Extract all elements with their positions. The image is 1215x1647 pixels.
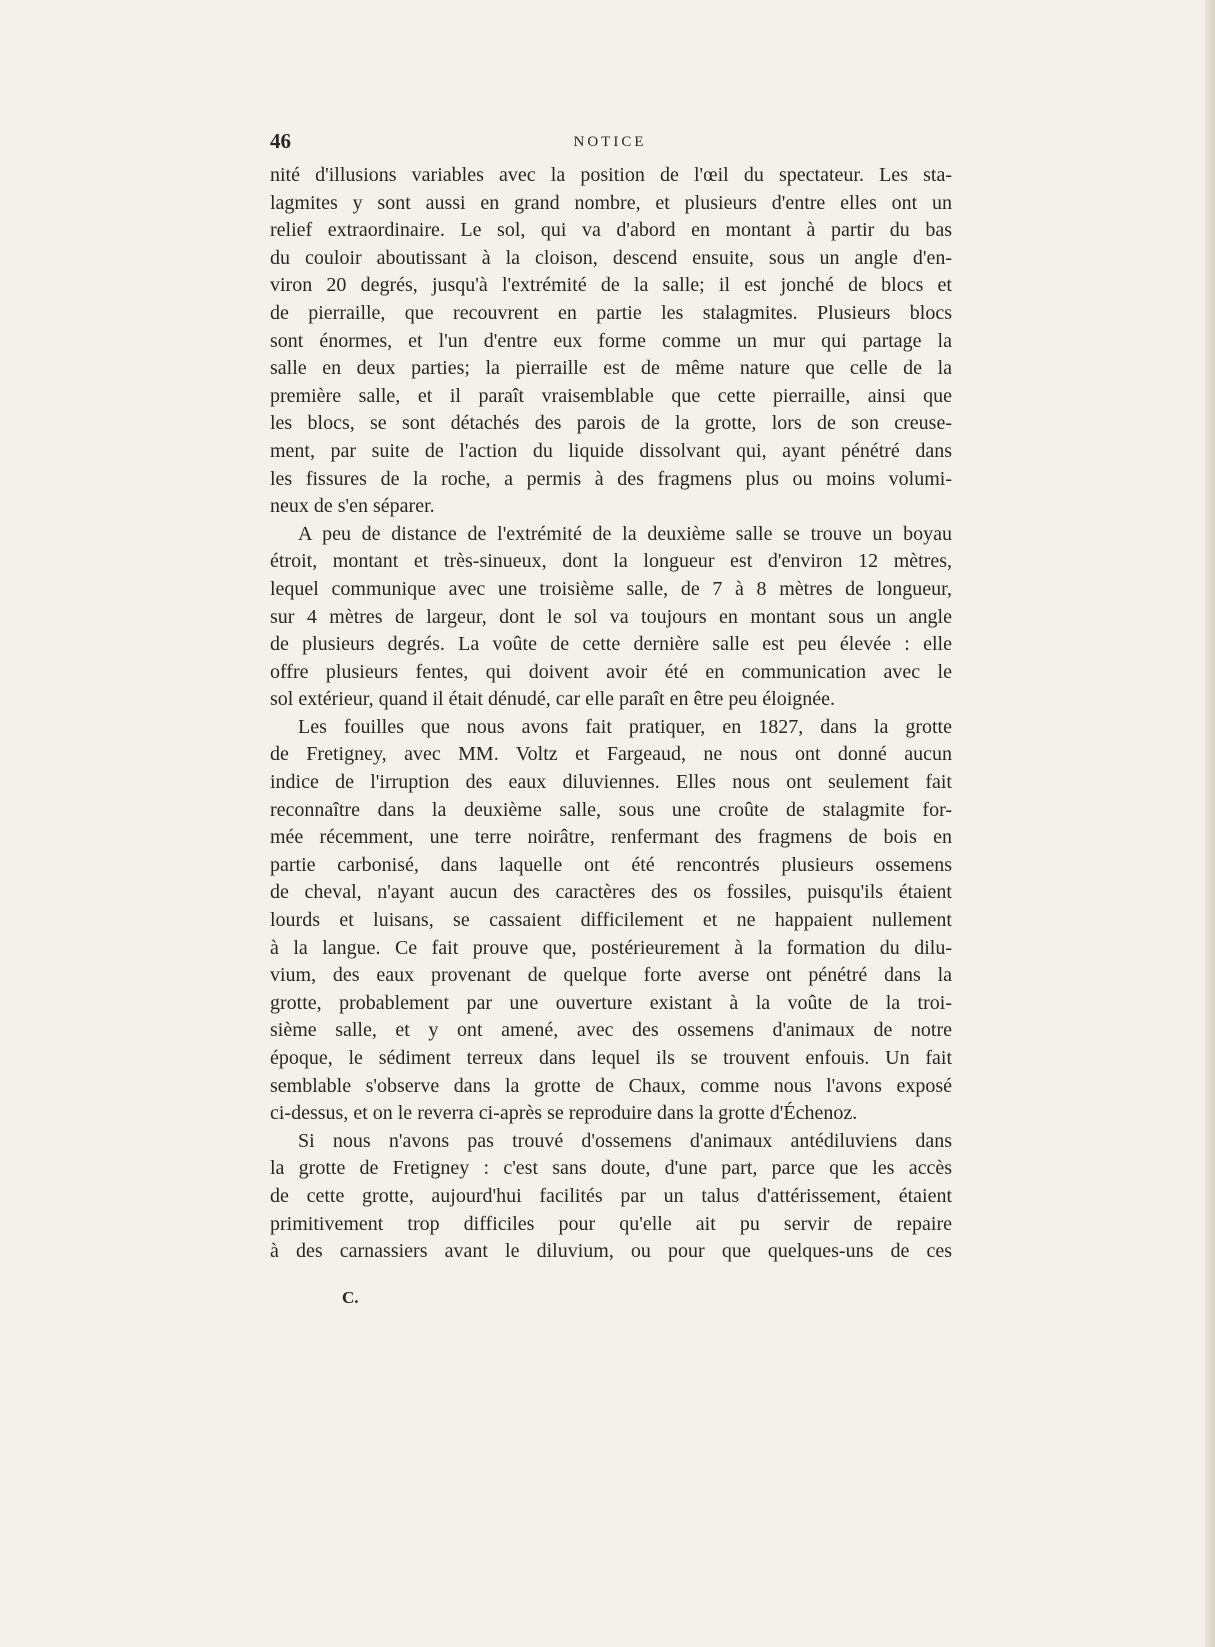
text-line: ci-dessus, et on le reverra ci-après se reproduire dans la grotte d'Échenoz. bbox=[270, 1102, 858, 1125]
page-header bbox=[270, 128, 950, 154]
text-line: nité d'illusions variables avec la position de l'œil du spectateur. Les sta- bbox=[270, 164, 952, 186]
text-line: sième salle, et y ont amené, avec des ossemens d'animaux de notre bbox=[270, 1019, 952, 1042]
text-line: à des carnassiers avant le diluvium, ou pour que quelques-uns de ces bbox=[270, 1240, 952, 1263]
text-line: partie carbonisé, dans laquelle ont été rencontrés plusieurs ossemens bbox=[270, 853, 952, 876]
paragraph-first-line: A peu de distance de l'extrémité de la deuxième salle se trouve un boyau bbox=[298, 522, 952, 545]
text-line: à la langue. Ce fait prouve que, postérieurement à la formation du dilu- bbox=[270, 936, 952, 959]
text-line: première salle, et il paraît vraisemblable que cette pierraille, ainsi que bbox=[270, 384, 952, 407]
text-line: de plusieurs degrés. La voûte de cette dernière salle est peu élevée : elle bbox=[270, 633, 952, 656]
text-line: offre plusieurs fentes, qui doivent avoir été en communication avec le bbox=[270, 660, 952, 683]
text-line: les blocs, se sont détachés des parois de la grotte, lors de son creuse- bbox=[270, 412, 952, 435]
text-line: neux de s'en séparer. bbox=[270, 495, 435, 518]
text-line: lequel communique avec une troisième salle, de 7 à 8 mètres de longueur, bbox=[270, 577, 952, 600]
text-line: lourds et luisans, se cassaient difficilement et ne happaient nullement bbox=[270, 909, 952, 932]
page-edge-shadow bbox=[1205, 0, 1215, 1647]
text-line: lagmites y sont aussi en grand nombre, et plusieurs d'entre elles ont un bbox=[270, 191, 952, 214]
paragraph-first-line: Si nous n'avons pas trouvé d'ossemens d'animaux antédiluviens dans bbox=[298, 1129, 952, 1152]
text-line: sol extérieur, quand il était dénudé, car elle paraît en être peu éloignée. bbox=[270, 688, 836, 711]
signature-mark: C. bbox=[342, 1288, 359, 1307]
text-line: vium, des eaux provenant de quelque forte averse ont pénétré dans la bbox=[270, 964, 952, 987]
text-line: semblable s'observe dans la grotte de Chaux, comme nous l'avons exposé bbox=[270, 1074, 952, 1097]
text-line: viron 20 degrés, jusqu'à l'extrémité de la salle; il est jonché de blocs et bbox=[270, 274, 952, 297]
paragraph-first-line: Les fouilles que nous avons fait pratiquer, en 1827, dans la grotte bbox=[298, 715, 952, 738]
text-line: indice de l'irruption des eaux diluviennes. Elles nous ont seulement fait bbox=[270, 771, 952, 794]
text-line: sont énormes, et l'un d'entre eux forme comme un mur qui partage la bbox=[270, 329, 952, 352]
text-line: de Fretigney, avec MM. Voltz et Fargeaud, ne nous ont donné aucun bbox=[270, 743, 952, 766]
body-text bbox=[270, 162, 952, 1266]
text-line: grotte, probablement par une ouverture existant à la voûte de la troi- bbox=[270, 991, 952, 1014]
text-line: ment, par suite de l'action du liquide dissolvant qui, ayant pénétré dans bbox=[270, 439, 952, 462]
text-line: relief extraordinaire. Le sol, qui va d'abord en montant à partir du bas bbox=[270, 219, 952, 242]
text-line: mée récemment, une terre noirâtre, renfermant des fragmens de bois en bbox=[270, 826, 952, 849]
running-head: NOTICE bbox=[573, 134, 647, 150]
text-line: de cette grotte, aujourd'hui facilités par un talus d'attérissement, étaient bbox=[270, 1184, 952, 1207]
text-line: la grotte de Fretigney : c'est sans doute, d'une part, parce que les accès bbox=[270, 1157, 952, 1180]
text-line: de cheval, n'ayant aucun des caractères des os fossiles, puisqu'ils étaient bbox=[270, 881, 952, 904]
text-line: salle en deux parties; la pierraille est de même nature que celle de la bbox=[270, 357, 952, 380]
text-line: sur 4 mètres de largeur, dont le sol va toujours en montant sous un angle bbox=[270, 605, 952, 628]
text-line: les fissures de la roche, a permis à des fragmens plus ou moins volumi- bbox=[270, 467, 952, 490]
text-line: de pierraille, que recouvrent en partie les stalagmites. Plusieurs blocs bbox=[270, 301, 952, 324]
text-line: étroit, montant et très-sinueux, dont la longueur est d'environ 12 mètres, bbox=[270, 550, 952, 573]
text-line: primitivement trop difficiles pour qu'elle ait pu servir de repaire bbox=[270, 1212, 952, 1235]
text-line: époque, le sédiment terreux dans lequel ils se trouvent enfouis. Un fait bbox=[270, 1047, 952, 1069]
text-line: reconnaître dans la deuxième salle, sous une croûte de stalagmite for- bbox=[270, 798, 952, 821]
text-line: du couloir aboutissant à la cloison, descend ensuite, sous un angle d'en- bbox=[270, 246, 952, 269]
page-number: 46 bbox=[270, 129, 291, 153]
